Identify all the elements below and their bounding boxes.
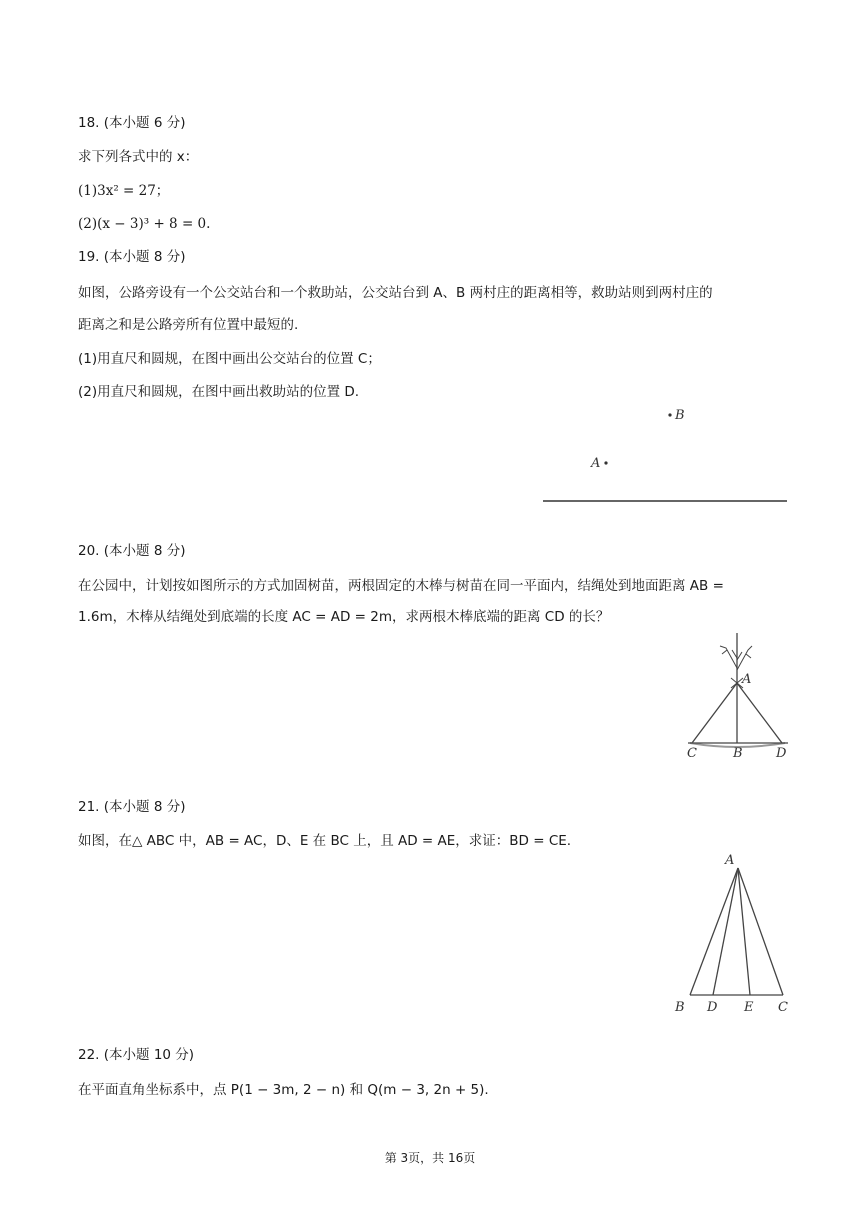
page-number: 第 3页，共 16页 [384, 1151, 476, 1165]
q19-text-line1: 如图，公路旁设有一个公交站台和一个救助站，公交站台到 A、B 两村庄的距离相等，救助站则到两村庄的 [78, 285, 713, 301]
q22-text-line1: 在平面直角坐标系中，点 P(1 − 3m, 2 − n) 和 Q(m − 3, 2n + 5). [78, 1082, 489, 1098]
label-b: B [675, 1000, 685, 1015]
q20-figure [680, 628, 795, 763]
q18-intro: 求下列各式中的 x： [78, 149, 199, 165]
q18-part2: (2)(x − 3)³ + 8 = 0. [78, 216, 211, 232]
q22-header: 22. (本小题 10 分) [78, 1047, 195, 1063]
label-e: E [744, 1000, 754, 1015]
stick-right [737, 683, 782, 743]
label-d: D [776, 746, 787, 761]
segment-ae [738, 868, 750, 995]
q20-text-line2: 1.6m，木棒从结绳处到底端的长度 AC = AD = 2m，求两根木棒底端的距离 CD 的长？ [78, 609, 610, 625]
point-a-label: A [591, 456, 601, 471]
label-c: C [687, 746, 697, 761]
side-ab [690, 868, 738, 995]
q21-figure [670, 850, 795, 1020]
q21-text-line1: 如图，在△ ABC 中，AB = AC，D、E 在 BC 上，且 AD = AE，求证：BD = CE. [78, 833, 572, 849]
q20-header: 20. (本小题 8 分) [78, 543, 186, 559]
label-c: C [778, 1000, 788, 1015]
q19-header: 19. (本小题 8 分) [78, 249, 186, 265]
side-ac [738, 868, 783, 995]
q19-figure [540, 400, 790, 510]
stick-left [692, 683, 737, 743]
segment-ad [713, 868, 738, 995]
tree-branches [720, 646, 752, 670]
q21-header: 21. (本小题 8 分) [78, 799, 186, 815]
q18-header: 18. (本小题 6 分) [78, 115, 186, 131]
q19-part1: (1)用直尺和圆规，在图中画出公交站台的位置 C； [78, 351, 381, 367]
q19-text-line2: 距离之和是公路旁所有位置中最短的. [78, 317, 299, 333]
point-b-label: B [675, 408, 685, 423]
q20-text-line1: 在公园中，计划按如图所示的方式加固树苗，两根固定的木棒与树苗在同一平面内，结绳处到地面距离 AB = [78, 578, 724, 594]
q18-part1: (1)3x² = 27； [78, 183, 170, 199]
label-d: D [707, 1000, 718, 1015]
label-a: A [725, 853, 735, 868]
point-b-dot [668, 413, 671, 416]
point-a-dot [604, 461, 607, 464]
q19-part2: (2)用直尺和圆规，在图中画出救助站的位置 D. [78, 384, 360, 400]
label-a: A [742, 672, 752, 687]
label-b: B [733, 746, 743, 761]
